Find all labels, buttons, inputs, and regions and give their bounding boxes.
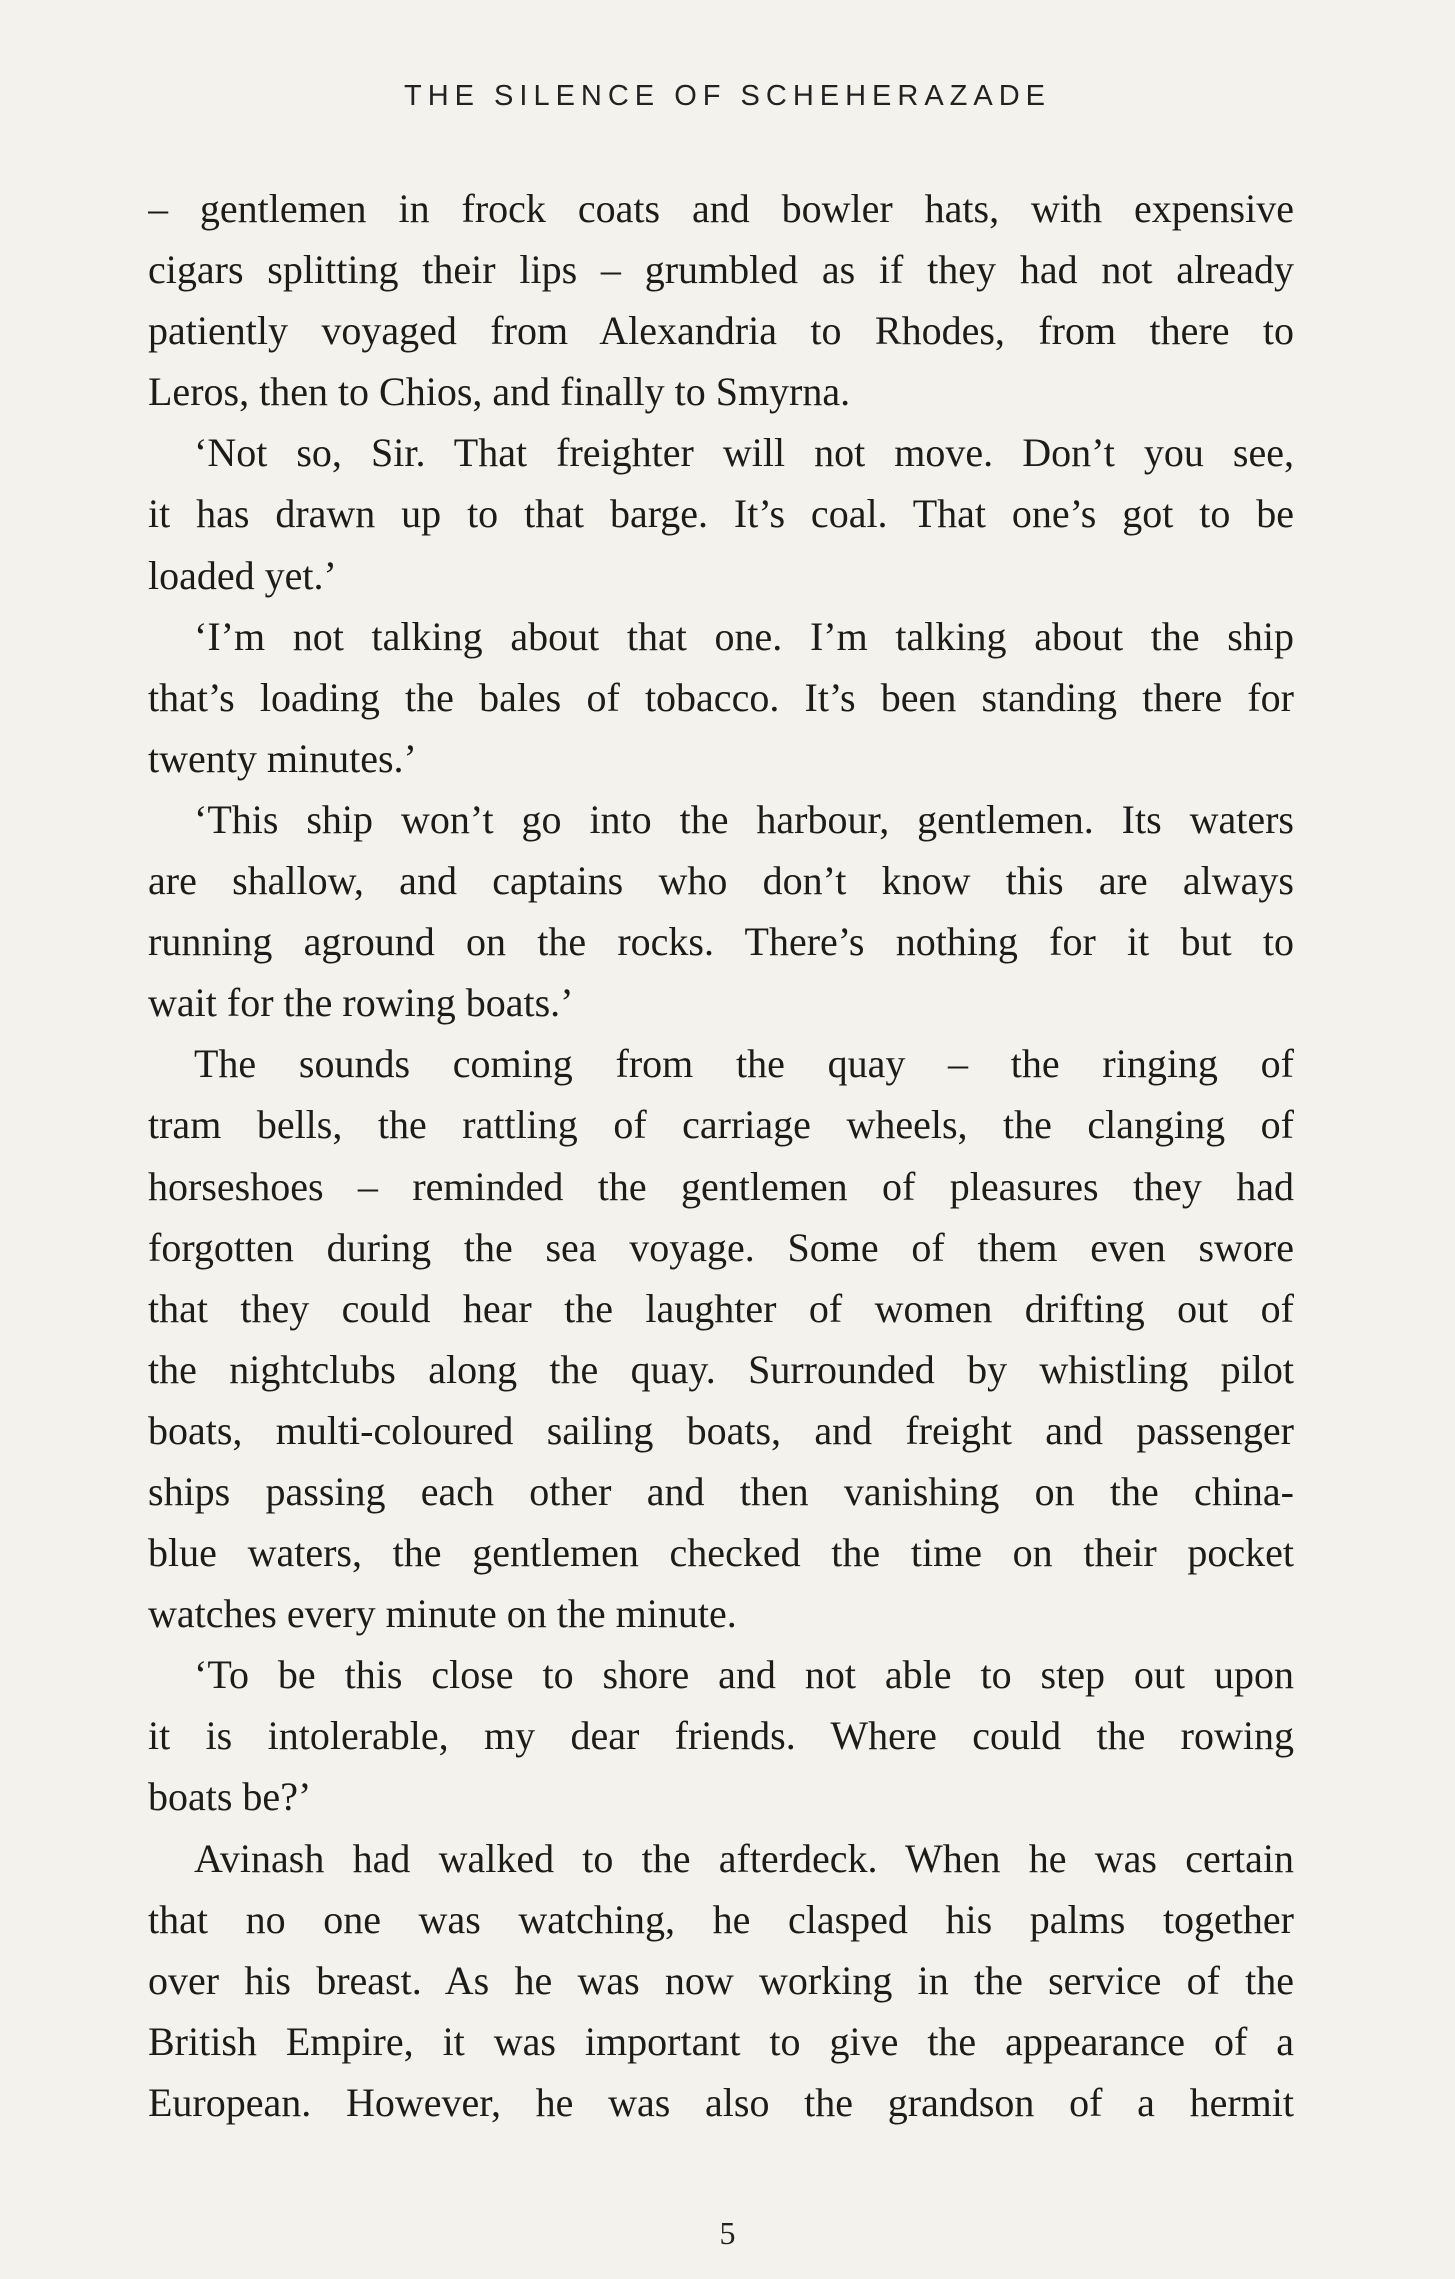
text-line: that’s loading the bales of tobacco. It’s been standing there for [148, 674, 1294, 720]
text-line: running aground on the rocks. There’s nothing for it but to [148, 919, 1294, 965]
text-line: blue waters, the gentlemen checked the time on their pocket [148, 1530, 1294, 1576]
running-head: THE SILENCE OF SCHEHERAZADE [403, 80, 1052, 112]
text-line: it is intolerable, my dear friends. Where could the rowing [148, 1713, 1294, 1759]
text-line: forgotten during the sea voyage. Some of them even swore [148, 1224, 1294, 1270]
text-line: ships passing each other and then vanishing on the china- [148, 1468, 1294, 1514]
text-line: it has drawn up to that barge. It’s coal. That one’s got to be [148, 491, 1294, 537]
text-line: ‘To be this close to shore and not able to step out upon [194, 1652, 1294, 1698]
text-line: Leros, then to Chios, and finally to Smyrna. [148, 369, 851, 415]
text-line: ‘I’m not talking about that one. I’m talking about the ship [194, 613, 1294, 659]
text-line: patiently voyaged from Alexandria to Rhodes, from there to [148, 308, 1294, 354]
text-line: tram bells, the rattling of carriage wheels, the clanging of [148, 1102, 1294, 1148]
text-line: European. However, he was also the grandson of a hermit [148, 2079, 1294, 2125]
text-line: cigars splitting their lips – grumbled as if they had not already [148, 247, 1294, 293]
text-line: are shallow, and captains who don’t know this are always [148, 858, 1294, 904]
text-line: – gentlemen in frock coats and bowler hats, with expensive [148, 186, 1294, 231]
text-line: horseshoes – reminded the gentlemen of pleasures they had [148, 1163, 1294, 1209]
text-line: the nightclubs along the quay. Surrounded by whistling pilot [148, 1346, 1294, 1392]
text-line: ‘Not so, Sir. That freighter will not move. Don’t you see, [194, 430, 1294, 476]
text-line: loaded yet.’ [148, 552, 337, 598]
text-line: The sounds coming from the quay – the ringing of [194, 1041, 1294, 1087]
text-line: that they could hear the laughter of women drifting out of [148, 1285, 1294, 1331]
page-number: 5 [719, 2215, 736, 2251]
text-line: twenty minutes.’ [148, 735, 417, 781]
text-line: British Empire, it was important to give the appearance of a [148, 2018, 1294, 2064]
text-line: over his breast. As he was now working in the service of the [148, 1957, 1294, 2003]
text-line: Avinash had walked to the afterdeck. When he was certain [194, 1835, 1294, 1881]
text-line: wait for the rowing boats.’ [148, 980, 574, 1026]
text-line: watches every minute on the minute. [148, 1591, 737, 1637]
text-line: ‘This ship won’t go into the harbour, gentlemen. Its waters [194, 796, 1294, 842]
text-line: boats, multi-coloured sailing boats, and freight and passenger [148, 1407, 1294, 1453]
body-text [148, 178, 1294, 2133]
text-line: boats be?’ [148, 1774, 312, 1820]
text-line: that no one was watching, he clasped his palms together [148, 1896, 1294, 1942]
